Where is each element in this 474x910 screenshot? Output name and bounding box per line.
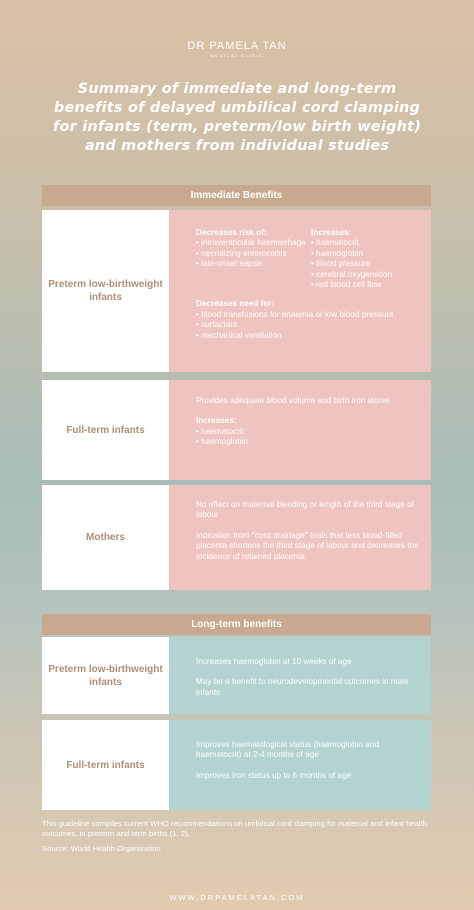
website-link[interactable]: WWW.DRPAMELATAN.COM: [169, 893, 305, 902]
row-content: [169, 210, 431, 372]
bullet-item: • haemoglobin: [311, 248, 364, 258]
decreases-risk-block: [196, 228, 311, 290]
row-label: Preterm low-birthweight infants: [42, 210, 169, 372]
bullet-item: • red blood cell flow: [311, 280, 382, 290]
body-text: Improves haematological status (haemoglobin and haematocrit) at 2-4 months of age: [196, 740, 379, 760]
row-label: Mothers: [42, 485, 169, 590]
bullet-item: • haematocrit: [311, 238, 359, 248]
immediate-mothers-row: [42, 485, 431, 590]
bullet-item: • mechanical ventilation: [196, 330, 282, 340]
longterm-preterm-row: [42, 637, 431, 714]
body-text: May be a benefit to neurodevelopmental outcomes in male infants: [196, 677, 409, 697]
brand-subtitle: MEDICAL CLINIC: [210, 53, 264, 58]
body-text: No effect on maternal bleeding or length of the third stage of labour: [196, 500, 414, 520]
brand-name: DR PAMELA TAN: [187, 40, 287, 52]
row-label: Full-term infants: [42, 380, 169, 480]
longterm-fullterm-row: [42, 720, 431, 810]
page-title: Summary of immediate and long-term benefits of delayed umbilical cord clamping for infants (term, preterm/low birth weight) and mothers from individual studies: [52, 81, 422, 154]
row-content: [169, 637, 431, 714]
row-content: [169, 485, 431, 590]
decreases-need-heading: Decreases need for:: [196, 299, 275, 309]
immediate-benefits-header: Immediate Benefits: [42, 185, 431, 206]
body-text: Improves iron status up to 6 months of age: [196, 770, 352, 780]
body-text: Provides adequate blood volume and birth iron stores: [196, 396, 390, 405]
bullet-item: • blood transfusions for anaemia or low blood pressure: [196, 309, 394, 319]
row-content: [169, 380, 431, 480]
bullet-item: • surfactant: [196, 320, 238, 330]
row-label: Full-term infants: [42, 720, 169, 810]
footer-source: Source: World Health Organization: [42, 844, 161, 853]
footer-description: This guideline compiles current WHO recommendations on umbilical cord clamping for maternal and infant health outcomes, in preterm and term births (1, 2).: [42, 819, 427, 838]
increases-block: [311, 228, 421, 290]
row-content: [169, 720, 431, 810]
increases-heading: Increases:: [196, 416, 237, 426]
bullet-item: • haematocrit: [196, 426, 244, 436]
footer-note: [42, 819, 437, 854]
decreases-risk-heading: Decreases risk of:: [196, 228, 267, 237]
bullet-item: • intraventricular haemorrhage: [196, 238, 306, 248]
body-text: Increases haemoglobin at 10 weeks of age: [196, 657, 352, 666]
immediate-fullterm-row: [42, 380, 431, 480]
row-label: Preterm low-birthweight infants: [42, 637, 169, 714]
decreases-need-block: [196, 299, 421, 341]
bullet-item: • cerebral oxygenation: [311, 269, 393, 279]
bullet-item: • necrotizing enterocolitis: [196, 248, 287, 258]
immediate-preterm-row: [42, 210, 431, 372]
bullet-item: • late-onset sepsis: [196, 259, 263, 269]
brand-logo: [0, 40, 474, 58]
body-text: Indication from "cord drainage" trials that less blood-filled placenta shortens the third stage of labour and decreases the incidence of retained placenta: [196, 530, 419, 561]
bullet-item: • blood pressure: [311, 259, 371, 269]
bullet-item: • haemoglobin: [196, 437, 249, 447]
increases-heading: Increases:: [311, 228, 352, 237]
long-term-benefits-header: Long-term benefits: [42, 614, 431, 635]
